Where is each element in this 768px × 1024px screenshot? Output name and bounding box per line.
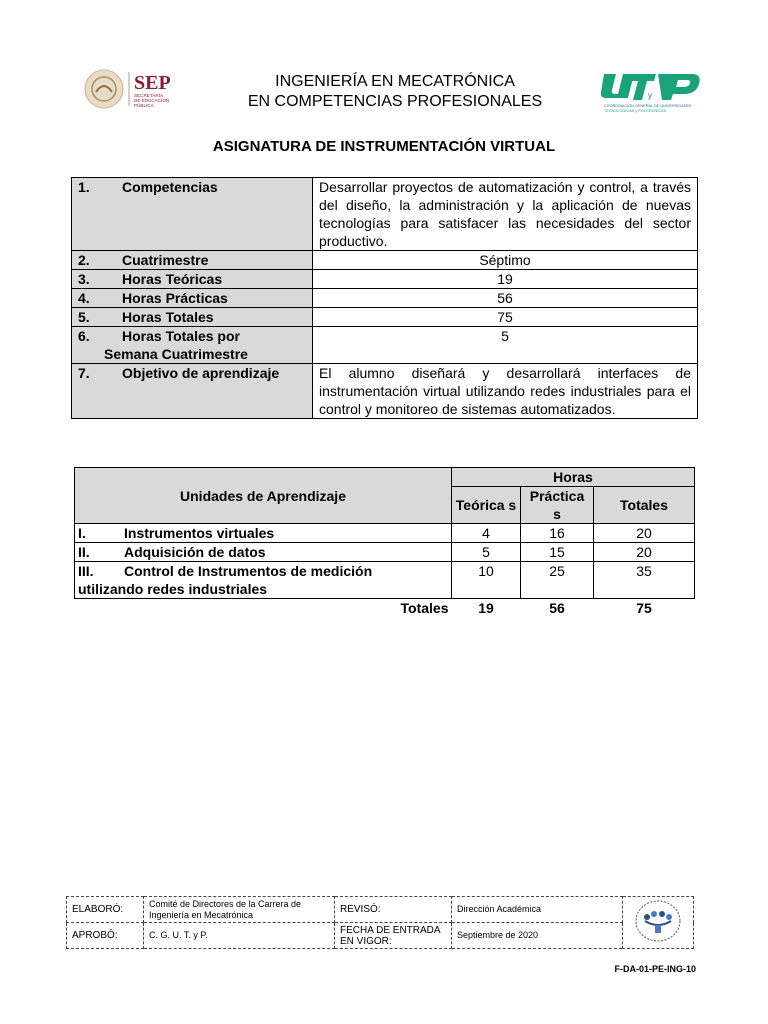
table-row (72, 364, 698, 419)
info-value-cell: 5 (313, 327, 698, 364)
svg-text:DE EDUCACIÓN: DE EDUCACIÓN (134, 98, 170, 103)
info-value-cell: Séptimo (313, 251, 698, 270)
table-row (75, 524, 695, 543)
table-row (75, 562, 695, 599)
svg-text:PÚBLICA: PÚBLICA (134, 103, 154, 108)
table-header-row (75, 468, 695, 487)
table-row (72, 289, 698, 308)
table-row (75, 543, 695, 562)
elaboro-value: Comité de Directores de la Carrera de Ingeniería en Mecatrónica (144, 897, 335, 923)
unit-name-cell: II. Adquisición de datos (75, 543, 452, 562)
totals-total: 75 (636, 600, 652, 616)
info-value-cell: 56 (313, 289, 698, 308)
institution-seal-icon (633, 899, 683, 943)
theory-cell: 10 (452, 562, 521, 599)
utp-sub2: TECNOLÓGICAS y POLITÉCNICAS (604, 109, 667, 113)
footer-approval-table (66, 896, 694, 949)
utp-logo (596, 68, 704, 114)
table-row (72, 251, 698, 270)
total-cell: 20 (594, 543, 695, 562)
totals-row (75, 599, 695, 618)
elaboro-label: ELABORÓ: (67, 897, 144, 923)
info-label-cell: 6. Horas Totales por Semana Cuatrimestre (72, 327, 313, 364)
units-table (74, 467, 695, 617)
hours-header: Horas (452, 468, 695, 487)
header-title-line2: EN COMPETENCIAS PROFESIONALES (247, 93, 543, 110)
info-label-cell: 2. Cuatrimestre (72, 251, 313, 270)
table-row (72, 178, 698, 251)
info-value-cell: 19 (313, 270, 698, 289)
theory-cell: 5 (452, 543, 521, 562)
practice-cell: 16 (521, 524, 594, 543)
theory-cell: 4 (452, 524, 521, 543)
info-label-cell: 1. Competencias (72, 178, 313, 251)
table-row (72, 308, 698, 327)
fecha-value: Septiembre de 2020 (452, 923, 623, 949)
footer-logo-cell (623, 897, 694, 949)
sep-logo (82, 66, 194, 112)
aprobo-value: C. G. U. T. y P. (144, 923, 335, 949)
sep-logo-name: SEP (134, 72, 171, 94)
totals-practice: 56 (549, 600, 565, 616)
table-row (67, 923, 694, 949)
utp-sub1: COORDINACIÓN GENERAL DE UNIVERSIDADES (604, 104, 692, 108)
svg-text:y: y (648, 91, 652, 100)
practice-cell: 15 (521, 543, 594, 562)
info-label-cell: 5. Horas Totales (72, 308, 313, 327)
info-label-cell: 7. Objetivo de aprendizaje (72, 364, 313, 419)
course-title: ASIGNATURA DE INSTRUMENTACIÓN VIRTUAL (212, 138, 556, 155)
document-code: F-DA-01-PE-ING-10 (614, 964, 696, 974)
info-value-cell: El alumno diseñará y desarrollará interfaces de instrumentación virtual utilizando redes industriales para el control y monitoreo de sistemas automatizados. (313, 364, 698, 419)
total-cell: 35 (594, 562, 695, 599)
info-label-cell: 4. Horas Prácticas (72, 289, 313, 308)
reviso-label: REVISÓ: (335, 897, 452, 923)
total-cell: 20 (594, 524, 695, 543)
fecha-label: FECHA DE ENTRADA EN VIGOR: (335, 923, 452, 949)
practice-cell: 25 (521, 562, 594, 599)
table-row (67, 897, 694, 923)
info-value-cell: 75 (313, 308, 698, 327)
units-header: Unidades de Aprendizaje (75, 468, 452, 524)
info-label-cell: 3. Horas Teóricas (72, 270, 313, 289)
aprobo-label: APROBÓ: (67, 923, 144, 949)
table-row (72, 327, 698, 364)
totals-theory: 19 (478, 600, 494, 616)
practice-header: Práctica s (521, 487, 594, 524)
theory-header: Teórica s (452, 487, 521, 524)
totals-label: Totales (400, 600, 449, 616)
unit-name-cell: I. Instrumentos virtuales (75, 524, 452, 543)
total-header: Totales (594, 487, 695, 524)
header-title-line1: INGENIERÍA EN MECATRÓNICA (275, 73, 515, 90)
reviso-value: Dirección Académica (452, 897, 623, 923)
course-info-table (71, 177, 698, 419)
info-value-cell: Desarrollar proyectos de automatización y control, a través del diseño, la administración y la aplicación de nuevas tecnologías para satisfacer las necesidades del sector productivo. (313, 178, 698, 251)
svg-text:SECRETARÍA: SECRETARÍA (134, 93, 164, 98)
table-row (72, 270, 698, 289)
unit-name-cell: III. Control de Instrumentos de medición utilizando redes industriales (75, 562, 452, 599)
